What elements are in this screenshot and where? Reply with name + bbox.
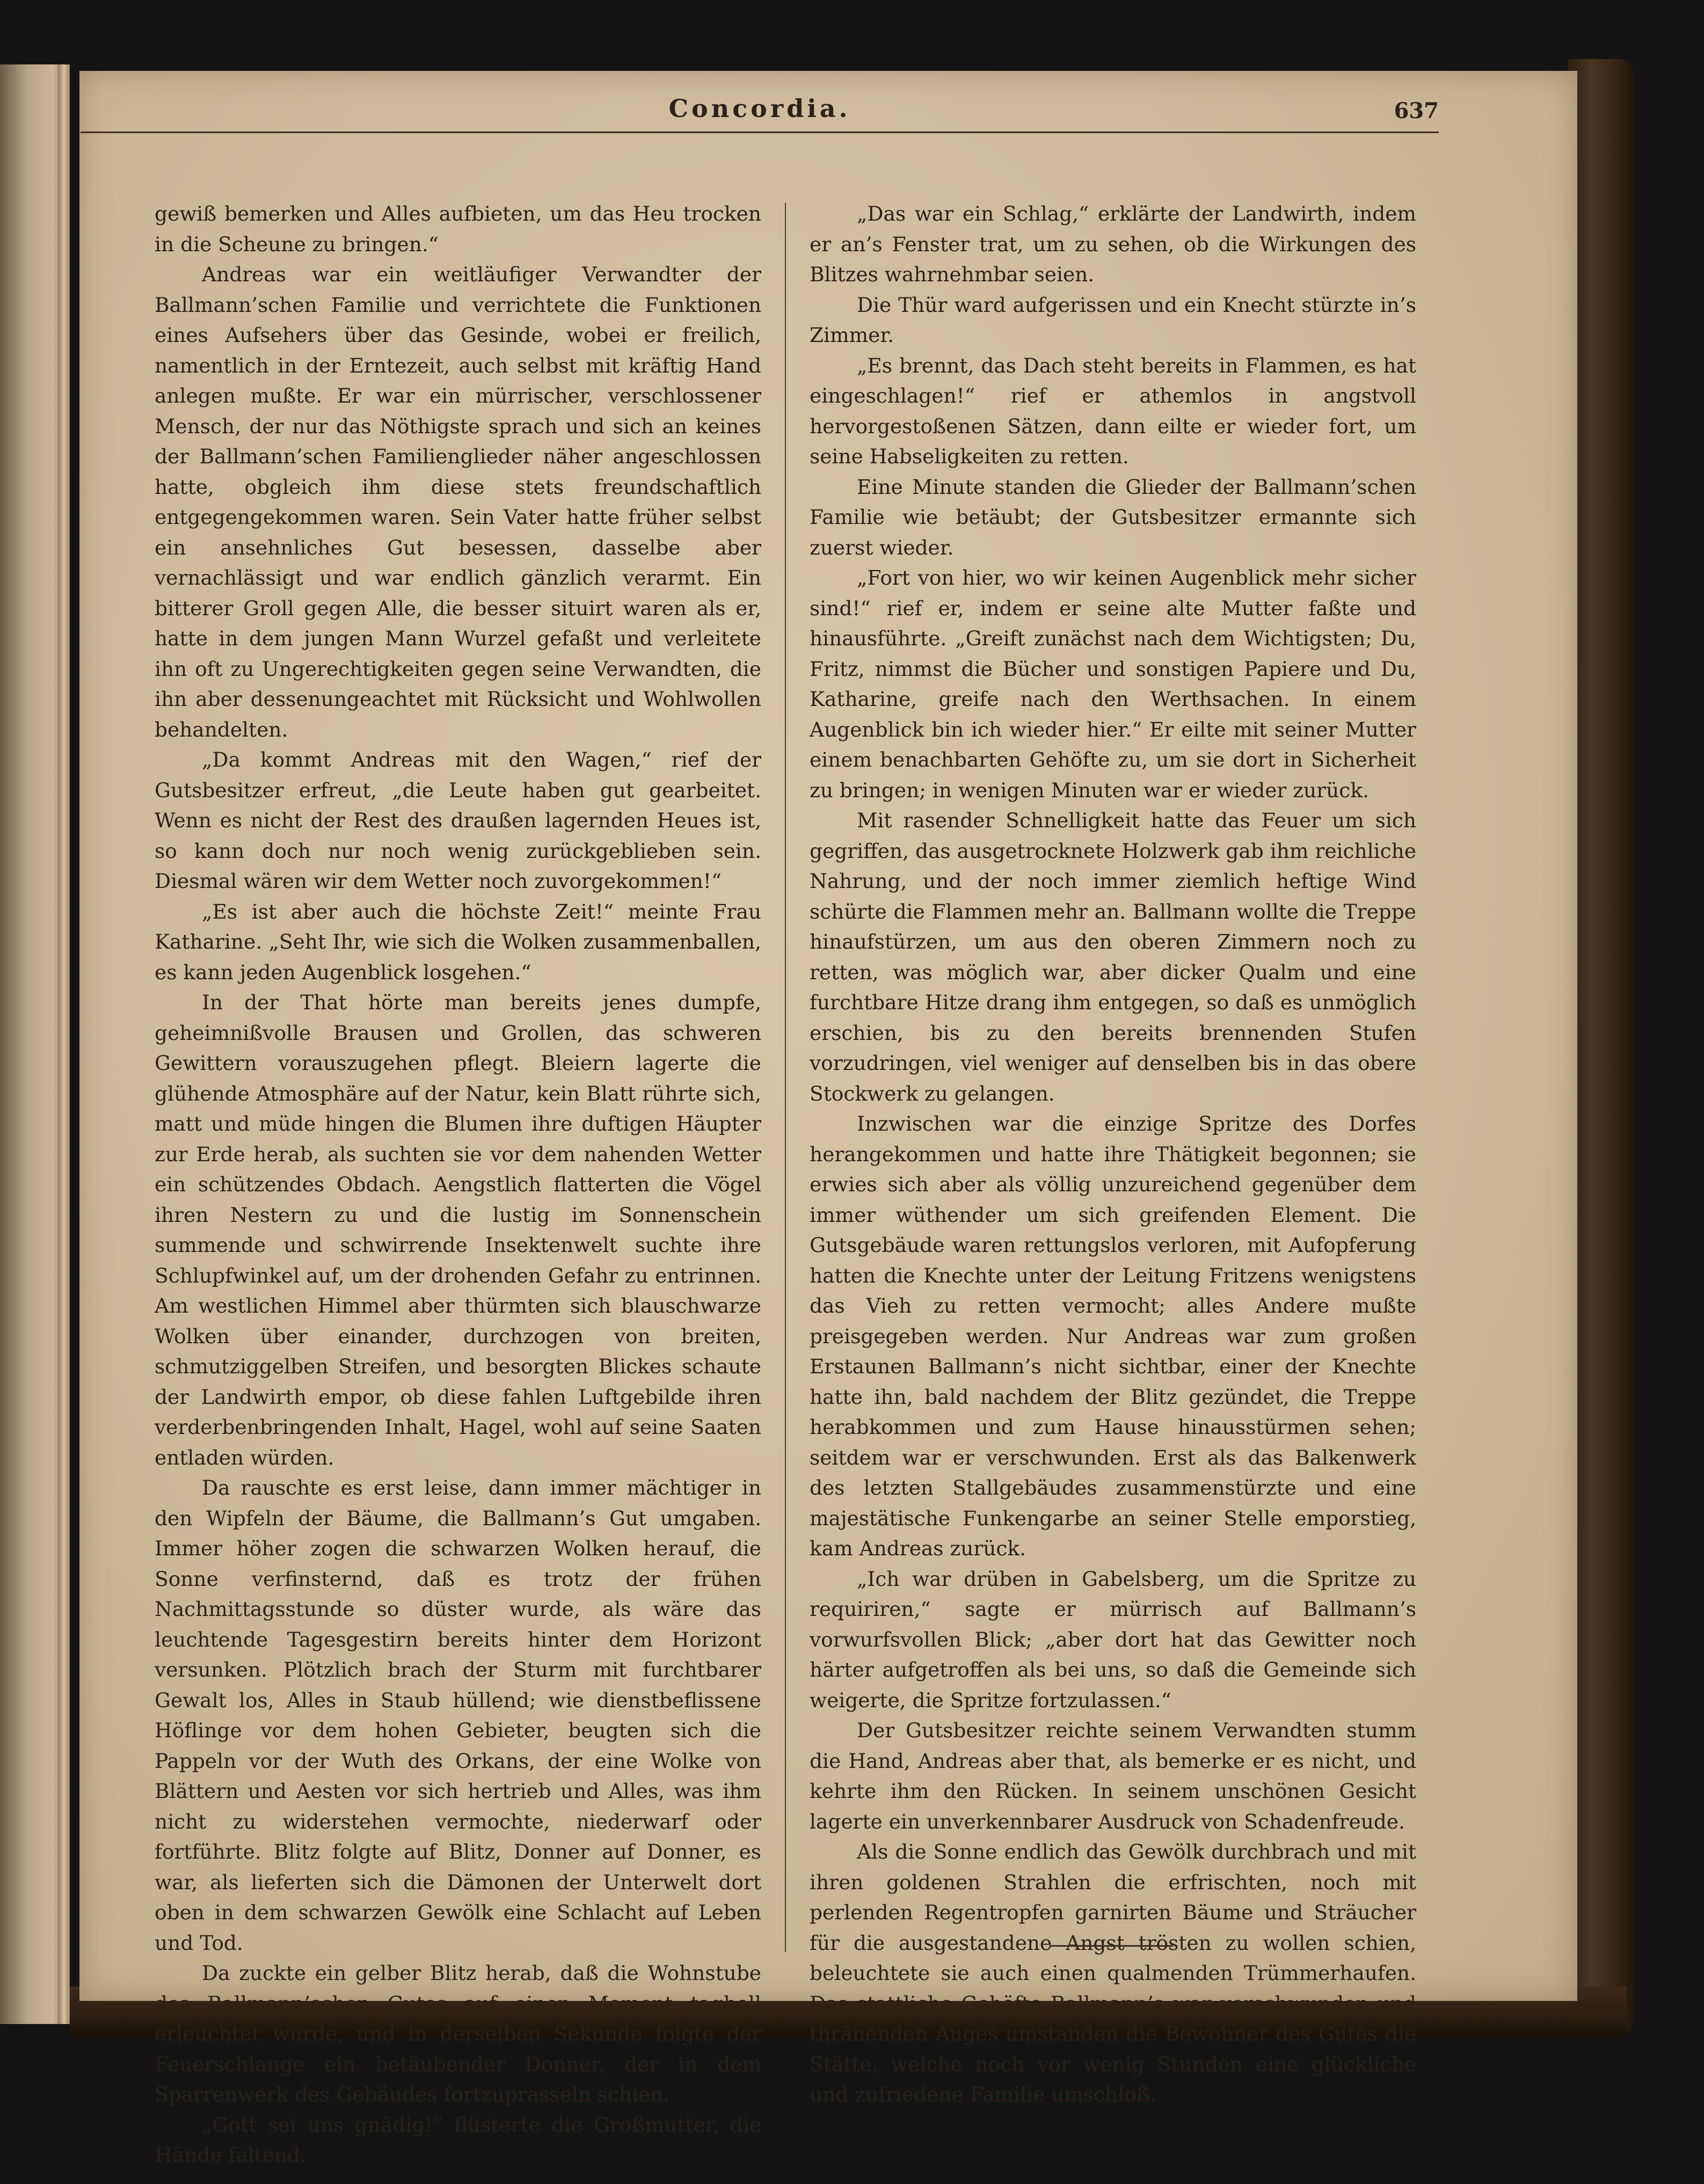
paragraph: Da zuckte ein gelber Blitz herab, daß die Wohnstube des Ballmann’schen Gutes auf einen Moment taghell erleuchtet wurde, und in derselben Sekunde folgte der Feuerschlange ein betäubender Donner, der in dem Sparrenwerk des Gebäudes fortzuprasseln schien. (155, 1961, 761, 2106)
right-column (810, 199, 1416, 2110)
paragraph: gewiß bemerken und Alles aufbieten, um das Heu trocken in die Scheune zu bringen.“ (155, 202, 761, 256)
paragraph: Mit rasender Schnelligkeit hatte das Feuer um sich gegriffen, das ausgetrocknete Holzwerk gab ihm reichliche Nahrung, und der noch immer ziemlich heftige Wind schürte die Flammen mehr an. Ballmann wollte die Treppe hinaufstürzen, um aus den oberen Zimmern noch zu retten, was möglich war, aber dicker Qualm und eine furchtbare Hitze drang ihm entgegen, so daß es unmöglich erschien, bis zu den bereits brennenden Stufen vorzudringen, viel weniger auf denselben bis in das obere Stockwerk zu gelangen. (810, 809, 1416, 1105)
page-header (81, 94, 1439, 142)
paragraph: Die Thür ward aufgerissen und ein Knecht stürzte in’s Zimmer. (810, 293, 1416, 347)
facing-page-edge (0, 64, 67, 2024)
book-cover-right-edge (1568, 59, 1635, 2035)
page-gutter (58, 64, 70, 2024)
paragraph: Der Gutsbesitzer reichte seinem Verwandten stumm die Hand, Andreas aber that, als bemerke er es nicht, und kehrte ihm den Rücken. In seinem unschönen Gesicht lagerte ein unverkennbarer Ausdruck von Schadenfreude. (810, 1719, 1416, 1833)
header-rule (81, 132, 1439, 133)
left-column (155, 199, 761, 2171)
paragraph: „Es ist aber auch die höchste Zeit!“ meinte Frau Katharine. „Seht Ihr, wie sich die Wolken zusammenballen, es kann jeden Augenblick losgehen.“ (155, 899, 761, 984)
paragraph: Andreas war ein weitläufiger Verwandter der Ballmann’schen Familie und verrichtete die Funktionen eines Aufsehers über das Gesinde, wobei er freilich, namentlich in der Erntezeit, auch selbst mit kräftig Hand anlegen mußte. Er war ein mürrischer, verschlossener Mensch, der nur das Nöthigste sprach und sich an keines der Ballmann’schen Familienglieder näher angeschlossen hatte, obgleich ihm diese stets freundschaftlich entgegengekommen waren. Sein Vater hatte früher selbst ein ansehnliches Gut besessen, dasselbe aber vernachlässigt und war endlich gänzlich verarmt. Ein bitterer Groll gegen Alle, die besser situirt waren als er, hatte in dem jungen Mann Wurzel gefaßt und verleitete ihn oft zu Ungerechtigkeiten gegen seine Verwandten, die ihn aber dessenungeachtet mit Rücksicht und Wohlwollen behandelten. (155, 263, 761, 741)
paragraph: „Ich war drüben in Gabelsberg, um die Spritze zu requiriren,“ sagte er mürrisch auf Ballmann’s vorwurfsvollen Blick; „aber dort hat das Gewitter noch härter aufgetroffen als bei uns, so daß die Gemeinde sich weigerte, die Spritze fortzulassen.“ (810, 1567, 1416, 1712)
paragraph: „Fort von hier, wo wir keinen Augenblick mehr sicher sind!“ rief er, indem er seine alte Mutter faßte und hinausführte. „Greift zunächst nach dem Wichtigsten; Du, Fritz, nimmst die Bücher und sonstigen Papiere und Du, Katharine, greife nach den Werthsachen. In einem Augenblick bin ich wieder hier.“ Er eilte mit seiner Mutter einem benachbarten Gehöfte zu, um sie dort in Sicherheit zu bringen; in wenigen Minuten war er wieder zurück. (810, 566, 1416, 802)
paragraph: „Es brennt, das Dach steht bereits in Flammen, es hat eingeschlagen!“ rief er athemlos in angstvoll hervorgestoßenen Sätzen, dann eilte er wieder fort, um seine Habseligkeiten zu retten. (810, 353, 1416, 468)
section-end-rule (1050, 1945, 1173, 1947)
paragraph: Als die Sonne endlich das Gewölk durchbrach und mit ihren goldenen Strahlen die erfrischten, noch mit perlenden Regentropfen garnirten Bäume und Sträucher für die ausgestandene Angst trösten zu wollen schien, beleuchtete sie auch einen qualmenden Trümmerhaufen. Das stattliche Gehöfte Ballmann’s war verschwunden und thränenden Auges umstanden die Bewohner des Gutes die Stätte, welche noch vor wenig Stunden eine glückliche und zufriedene Familie umschloß. (810, 1840, 1416, 2106)
running-title: Concordia. (668, 94, 851, 123)
paragraph: Da rauschte es erst leise, dann immer mächtiger in den Wipfeln der Bäume, die Ballmann’s Gut umgaben. Immer höher zogen die schwarzen Wolken herauf, die Sonne verfinsternd, daß es trotz der frühen Nachmittagsstunde so düster wurde, als wäre das leuchtende Tagesgestirn bereits hinter dem Horizont versunken. Plötzlich brach der Sturm mit furchtbarer Gewalt los, Alles in Staub hüllend; wie dienstbeflissene Höflinge vor dem hohen Gebieter, beugten sich die Pappeln vor der Wuth des Orkans, der eine Wolke von Blättern und Aesten vor sich hertrieb und Alles, was ihm nicht zu widerstehen vermochte, niederwarf oder fortführte. Blitz folgte auf Blitz, Donner auf Donner, es war, als lieferten sich die Dämonen der Unterwelt dort oben in dem schwarzen Gewölk eine Schlacht auf Leben und Tod. (155, 1476, 761, 1955)
paragraph: Eine Minute standen die Glieder der Ballmann’schen Familie wie betäubt; der Gutsbesitzer ermannte sich zuerst wieder. (810, 475, 1416, 559)
paragraph: Inzwischen war die einzige Spritze des Dorfes herangekommen und hatte ihre Thätigkeit begonnen; sie erwies sich aber als völlig unzureichend gegenüber dem immer wüthender um sich greifenden Element. Die Gutsgebäude waren rettungslos verloren, mit Aufopferung hatten die Knechte unter der Leitung Fritzens wenigstens das Vieh zu retten vermocht; alles Andere mußte preisgegeben werden. Nur Andreas war zum großen Erstaunen Ballmann’s nicht sichtbar, einer der Knechte hatte ihn, bald nachdem der Blitz gezündet, die Treppe herabkommen und zum Hause hinausstürmen sehen; seitdem war er verschwunden. Erst als das Balkenwerk des letzten Stallgebäudes zusammenstürzte und eine majestätische Funkengarbe an seiner Stelle emporstieg, kam Andreas zurück. (810, 1112, 1416, 1560)
paragraph: „Gott sei uns gnädig!“ flüsterte die Großmutter, die Hände faltend. (155, 2113, 761, 2167)
paragraph: In der That hörte man bereits jenes dumpfe, geheimnißvolle Brausen und Grollen, das schweren Gewittern vorauszugehen pflegt. Bleiern lagerte die glühende Atmosphäre auf der Natur, kein Blatt rührte sich, matt und müde hingen die Blumen ihre duftigen Häupter zur Erde herab, als suchten sie vor dem nahenden Wetter ein schützendes Obdach. Aengstlich flatterten die Vögel ihren Nestern zu und die lustig im Sonnenschein summende und schwirrende Insektenwelt suchte ihre Schlupfwinkel auf, um der drohenden Gefahr zu entrinnen. Am westlichen Himmel aber thürmten sich blauschwarze Wolken über einander, durchzogen von breiten, schmutziggelben Streifen, und besorgten Blickes schaute der Landwirth empor, ob diese fahlen Luftgebilde ihren verderbenbringenden Inhalt, Hagel, wohl auf seine Saaten entladen würden. (155, 991, 761, 1469)
paragraph: „Da kommt Andreas mit den Wagen,“ rief der Gutsbesitzer erfreut, „die Leute haben gut gearbeitet. Wenn es nicht der Rest des draußen lagernden Heues ist, so kann doch nur noch wenig zurückgeblieben sein. Diesmal wären wir dem Wetter noch zuvorgekommen!“ (155, 748, 761, 893)
column-divider (785, 203, 786, 1952)
paragraph: „Das war ein Schlag,“ erklärte der Landwirth, indem er an’s Fenster trat, um zu sehen, ob die Wirkungen des Blitzes wahrnehmbar seien. (810, 202, 1416, 286)
page-number: 637 (1394, 98, 1439, 123)
